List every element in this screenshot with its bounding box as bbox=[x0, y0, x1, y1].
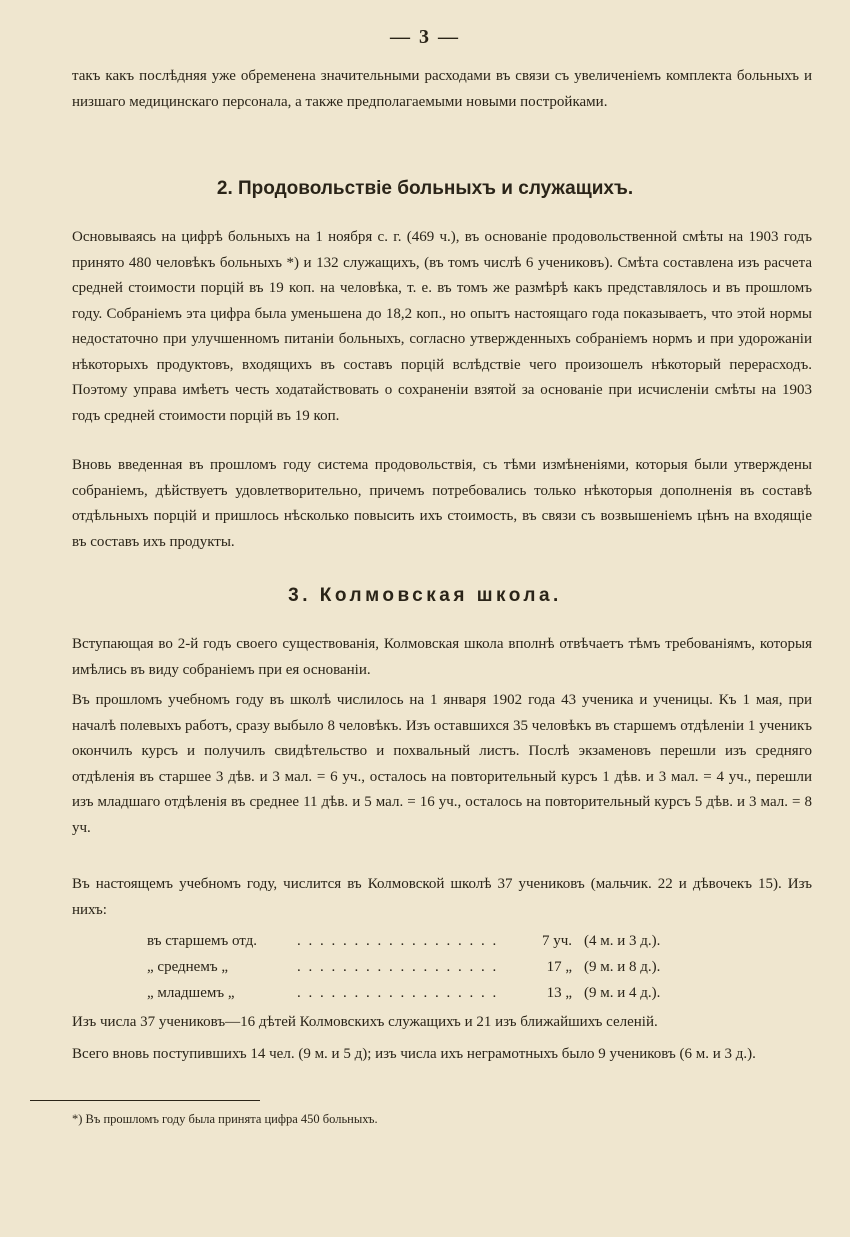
list-item bbox=[147, 980, 707, 1006]
list-item-detail: (4 м. и 3 д.). bbox=[584, 933, 661, 949]
section-2-paragraph-2-text: Вновь введенная въ прошломъ году система продовольствія, съ тѣми измѣненіями, которыя были утверждены собраніемъ, дѣйствуетъ удовлетворительно, причемъ потребовались только нѣкоторыя дополненія въ составѣ отдѣльныхъ порцій и пришлось нѣсколько повысить ихъ стоимость, въ связи съ возвышеніемъ цѣнъ на входящіе въ составъ ихъ продукты. bbox=[72, 457, 812, 550]
section-3-paragraph-1: Вступающая во 2-й годъ своего существованія, Колмовская школа вполнѣ отвѣчаетъ тѣмъ требованіямъ, которыя имѣлись въ виду собраніемъ при ея основаніи. bbox=[72, 636, 812, 678]
section-3-paragraph-5: Всего вновь поступившихъ 14 чел. (9 м. и 5 д); изъ числа ихъ неграмотныхъ было 9 учениковъ (6 м. и 3 д.). bbox=[72, 1046, 756, 1062]
list-item-count: 13 „ bbox=[546, 985, 572, 1001]
section-2-paragraph-2 bbox=[72, 453, 812, 555]
section-3-heading: 3. Колмовская школа. bbox=[288, 585, 562, 606]
footnote-divider bbox=[30, 1100, 260, 1101]
list-item-label: „ младшемъ „ bbox=[147, 985, 235, 1001]
list-item-detail: (9 м. и 8 д.). bbox=[584, 959, 661, 975]
pupil-list bbox=[147, 928, 707, 1006]
list-item-detail: (9 м. и 4 д.). bbox=[584, 985, 661, 1001]
intro-paragraph: такъ какъ послѣдняя уже обременена значительными расходами въ связи съ увеличеніемъ комплекта больныхъ и низшаго медицинскаго персонала, а также предполагаемыми новыми постройками. bbox=[72, 68, 812, 110]
list-item-label: въ старшемъ отд. bbox=[147, 933, 258, 949]
list-item bbox=[147, 954, 707, 980]
list-item-count: 17 „ bbox=[546, 959, 572, 975]
section-3-paragraph-2: Въ прошломъ учебномъ году въ школѣ числилось на 1 января 1902 года 43 ученика и ученицы. Къ 1 мая, при началѣ полевыхъ работъ, сразу выбыло 8 человѣкъ. Изъ оставшихся 35 человѣкъ въ старшемъ отдѣленіи 1 ученикъ окончилъ курсъ и получилъ свидѣтельство и похвальный листъ. Послѣ экзаменовъ перешли изъ средняго отдѣленія въ старшее 3 дѣв. и 3 мал. = 6 уч., осталось на повторительный курсъ 1 дѣв. и 3 мал. = 4 уч., перешли изъ младшаго отдѣленія въ среднее 11 дѣв. и 5 мал. = 16 уч., осталось на повторительный курсъ 5 дѣв. и 3 мал. = 8 уч. bbox=[72, 692, 812, 836]
list-item-dots: . . . . . . . . . . . . . . . . . . bbox=[297, 959, 499, 975]
list-item-label: „ среднемъ „ bbox=[147, 959, 228, 975]
section-2-heading: 2. Продовольствіе больныхъ и служащихъ. bbox=[216, 178, 634, 199]
footnote: *) Въ прошломъ году была принята цифра 450 больныхъ. bbox=[72, 1112, 378, 1126]
list-item-count: 7 уч. bbox=[541, 933, 572, 949]
section-2-paragraph-1-text: Основываясь на цифрѣ больныхъ на 1 ноября с. г. (469 ч.), въ основаніе продовольственной смѣты на 1903 годъ принято 480 человѣкъ больныхъ *) и 132 служащихъ, (въ томъ числѣ 6 учениковъ). Смѣта составлена изъ расчета средней стоимости порцій въ 19 коп. на человѣка, т. е. въ томъ же размѣрѣ какъ представлялось и въ прошломъ году. Собраніемъ эта цифра была уменьшена до 18,2 коп., но опытъ настоящаго года показываетъ, что этой нормы недостаточно при улучшенномъ питаніи больныхъ, согласно утвержденныхъ собраніемъ нормъ и при удорожаніи нѣкоторыхъ продуктовъ, входящихъ въ составъ порцій вслѣдствіе чего произошелъ нѣкоторый перерасходъ. Поэтому управа имѣетъ честь ходатайствовать о сохраненіи взятой за основаніе при исчисленіи смѣты на 1903 годъ средней стоимости порцій въ 19 коп. bbox=[72, 229, 812, 424]
list-item-dots: . . . . . . . . . . . . . . . . . . bbox=[297, 985, 499, 1001]
section-3-paragraph-4: Изъ числа 37 учениковъ—16 дѣтей Колмовскихъ служащихъ и 21 изъ ближайшихъ селеній. bbox=[72, 1014, 658, 1030]
list-item-dots: . . . . . . . . . . . . . . . . . . bbox=[297, 933, 499, 949]
page-number: — 3 — bbox=[390, 26, 460, 48]
section-2-paragraph-1 bbox=[72, 225, 812, 429]
list-item bbox=[147, 928, 707, 954]
section-3-paragraph-3: Въ настоящемъ учебномъ году, числится въ Колмовской школѣ 37 учениковъ (мальчик. 22 и дѣвочекъ 15). Изъ нихъ: bbox=[72, 876, 812, 918]
